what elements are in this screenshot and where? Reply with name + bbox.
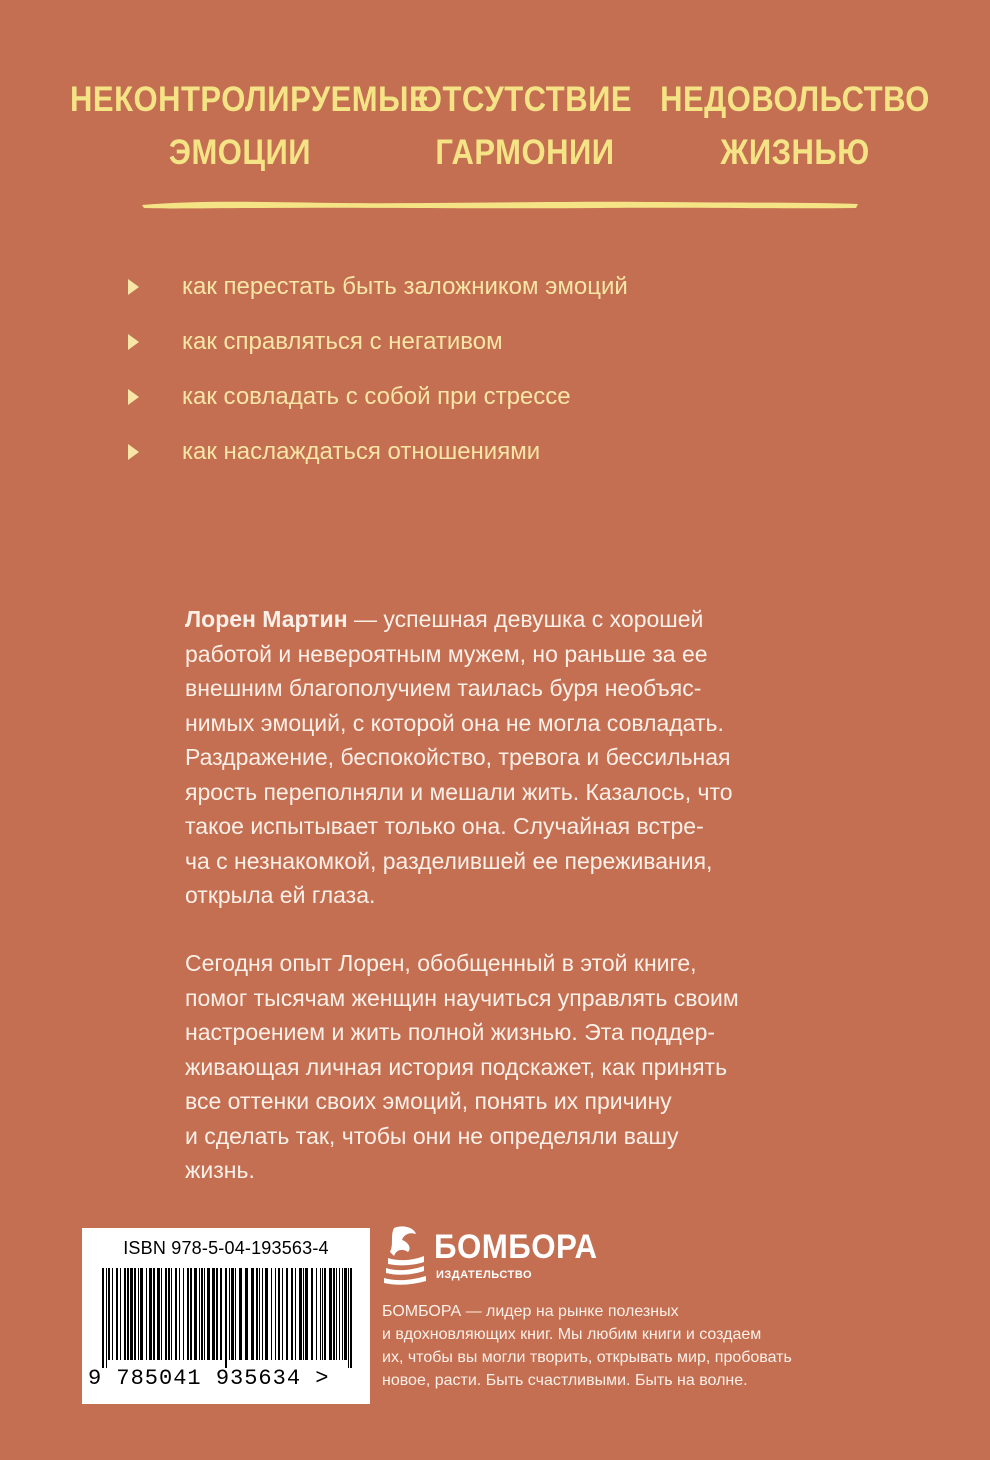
heading-life-dissatisfaction: [660, 73, 930, 179]
list-item-text: как перестать быть заложником эмоций: [182, 273, 628, 300]
text-line: работой и невероятным мужем, но раньше за ее: [185, 640, 708, 667]
heading-line: НЕКОНТРОЛИРУЕМЫЕ: [70, 78, 431, 120]
text-fragment: — успешная девушка с хорошей: [347, 606, 704, 632]
heading-uncontrolled-emotions: [70, 73, 431, 179]
text-line: и сделать так, чтобы они не определяли вашу: [185, 1122, 679, 1149]
barcode-icon: [96, 1268, 358, 1368]
text-line: ча с незнакомкой, разделившей ее переживания,: [185, 847, 713, 874]
text-line: живающая личная история подскажет, как принять: [185, 1053, 728, 1080]
author-description: [185, 602, 905, 913]
heading-line: ГАРМОНИИ: [435, 131, 615, 172]
publisher-note: [382, 1300, 882, 1392]
text-line: такое испытывает только она. Случайная встре-: [185, 813, 704, 839]
bombora-wave-icon: [380, 1222, 430, 1292]
heading-line: ЖИЗНЬЮ: [720, 131, 870, 172]
heading-lack-of-harmony: [410, 73, 640, 179]
text-line: жизнь.: [185, 1157, 255, 1183]
heading-line: НЕДОВОЛЬСТВО: [660, 78, 930, 120]
list-item: [120, 262, 628, 317]
text-line: и вдохновляющих книг. Мы любим книги и создаем: [382, 1326, 762, 1343]
barcode-digits: 9 785041 935634 >: [88, 1366, 330, 1391]
triangle-bullet-icon: [128, 444, 139, 460]
list-item-text: как совладать с собой при стрессе: [182, 383, 571, 410]
barcode-panel: [82, 1228, 370, 1404]
text-line: новое, расти. Быть счастливыми. Быть на волне.: [382, 1372, 748, 1389]
brush-underline: [140, 196, 860, 212]
text-line: Сегодня опыт Лорен, обобщенный в этой книге,: [185, 950, 697, 976]
list-item: [120, 427, 628, 482]
list-item: [120, 372, 628, 427]
text-line: все оттенки своих эмоций, понять их причину: [185, 1088, 672, 1114]
heading-line: ОТСУТСТВИЕ: [417, 78, 633, 120]
publisher-subtitle: ИЗДАТЕЛЬСТВО: [436, 1269, 533, 1281]
text-line: их, чтобы вы могли творить, открывать мир, пробовать: [382, 1349, 792, 1366]
book-description: [185, 946, 905, 1188]
publisher-logo: [380, 1222, 610, 1292]
text-line: помог тысячам женщин научиться управлять своим: [185, 984, 739, 1011]
text-line: БОМБОРА — лидер на рынке полезных: [382, 1303, 679, 1320]
text-line: настроением и жить полной жизнью. Эта поддер-: [185, 1019, 716, 1045]
text-line: [185, 606, 703, 632]
triangle-bullet-icon: [128, 279, 139, 295]
list-item: [120, 317, 628, 372]
text-line: ярость переполняли и мешали жить. Казалось, что: [185, 778, 733, 805]
text-line: внешним благополучием таилась буря необъяс-: [185, 675, 702, 701]
triangle-bullet-icon: [128, 389, 139, 405]
bullet-list: [120, 262, 628, 482]
text-line: нимых эмоций, с которой она не могла совладать.: [185, 709, 724, 736]
isbn-label: ISBN 978-5-04-193563-4: [123, 1238, 329, 1258]
text-line: Раздражение, беспокойство, тревога и бессильная: [185, 744, 731, 770]
text-line: открыла ей глаза.: [185, 882, 376, 908]
heading-line: ЭМОЦИИ: [168, 131, 312, 172]
publisher-name: БОМБОРА: [434, 1228, 598, 1266]
triangle-bullet-icon: [128, 334, 139, 350]
list-item-text: как справляться с негативом: [182, 328, 503, 355]
headings-row: [60, 80, 930, 180]
author-name: Лорен Мартин: [185, 606, 348, 632]
list-item-text: как наслаждаться отношениями: [182, 438, 541, 465]
